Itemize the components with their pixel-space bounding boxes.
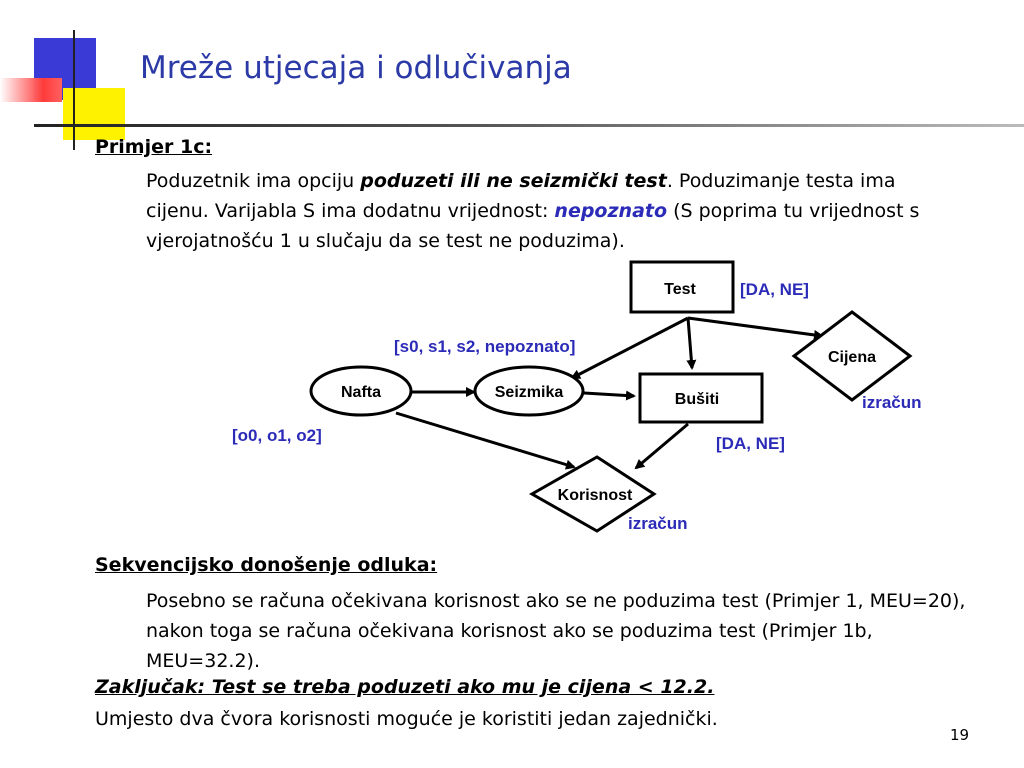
label-test-domain: [DA, NE]	[740, 280, 809, 299]
label-nafta-domain: [o0, o1, o2]	[232, 426, 322, 445]
edge-nafta-korisnost	[396, 413, 574, 467]
label-cijena-calc: izračun	[862, 393, 922, 412]
label-seizmika-domain: [s0, s1, s2, nepoznato]	[394, 337, 576, 356]
node-test-label: Test	[664, 281, 696, 298]
node-nafta-label: Nafta	[340, 384, 382, 401]
sequential-paragraph: Posebno se računa očekivana korisnost ako se ne poduzima test (Primjer 1, MEU=20), nakon toga se računa očekivana korisnost ako se poduzima test (Primjer 1b, MEU=32.2).	[146, 590, 966, 672]
conclusion: Zaključak: Test se treba poduzeti ako mu je cijena < 12.2.	[95, 676, 715, 698]
node-cijena-label: Cijena	[827, 349, 877, 366]
label-korisnost-calc: izračun	[628, 514, 688, 533]
closing-note: Umjesto dva čvora korisnosti moguće je koristiti jedan zajednički.	[95, 708, 718, 730]
node-busiti-label: Bušiti	[674, 391, 720, 408]
edge-test-busiti	[688, 318, 692, 368]
edge-test-seizmika	[572, 318, 688, 378]
node-korisnost-label: Korisnost	[557, 487, 633, 504]
node-seizmika-label: Seizmika	[494, 384, 564, 401]
edge-busiti-korisnost	[636, 424, 688, 468]
example-text-3: (S poprima tu vrijednost s vjerojatnošću 1 u slučaju da se test ne poduzima).	[146, 200, 920, 252]
example-emphasis: poduzeti ili ne seizmički test	[360, 170, 667, 192]
label-busiti-domain: [DA, NE]	[716, 434, 785, 453]
example-unknown-value: nepoznato	[554, 200, 668, 222]
sequential-heading: Sekvencijsko donošenje odluka:	[95, 554, 438, 576]
slide-title: Mreže utjecaja i odlučivanja	[140, 50, 572, 86]
example-text-2: . Poduzimanje testa ima cijenu. Varijabla S ima dodatnu vrijednost:	[146, 170, 896, 222]
page-number: 19	[950, 726, 970, 744]
example-heading: Primjer 1c:	[95, 136, 213, 158]
example-text-1: Poduzetnik ima opciju	[146, 170, 361, 192]
edge-test-cijena	[688, 318, 822, 336]
edge-seizmika-busiti	[584, 393, 634, 396]
